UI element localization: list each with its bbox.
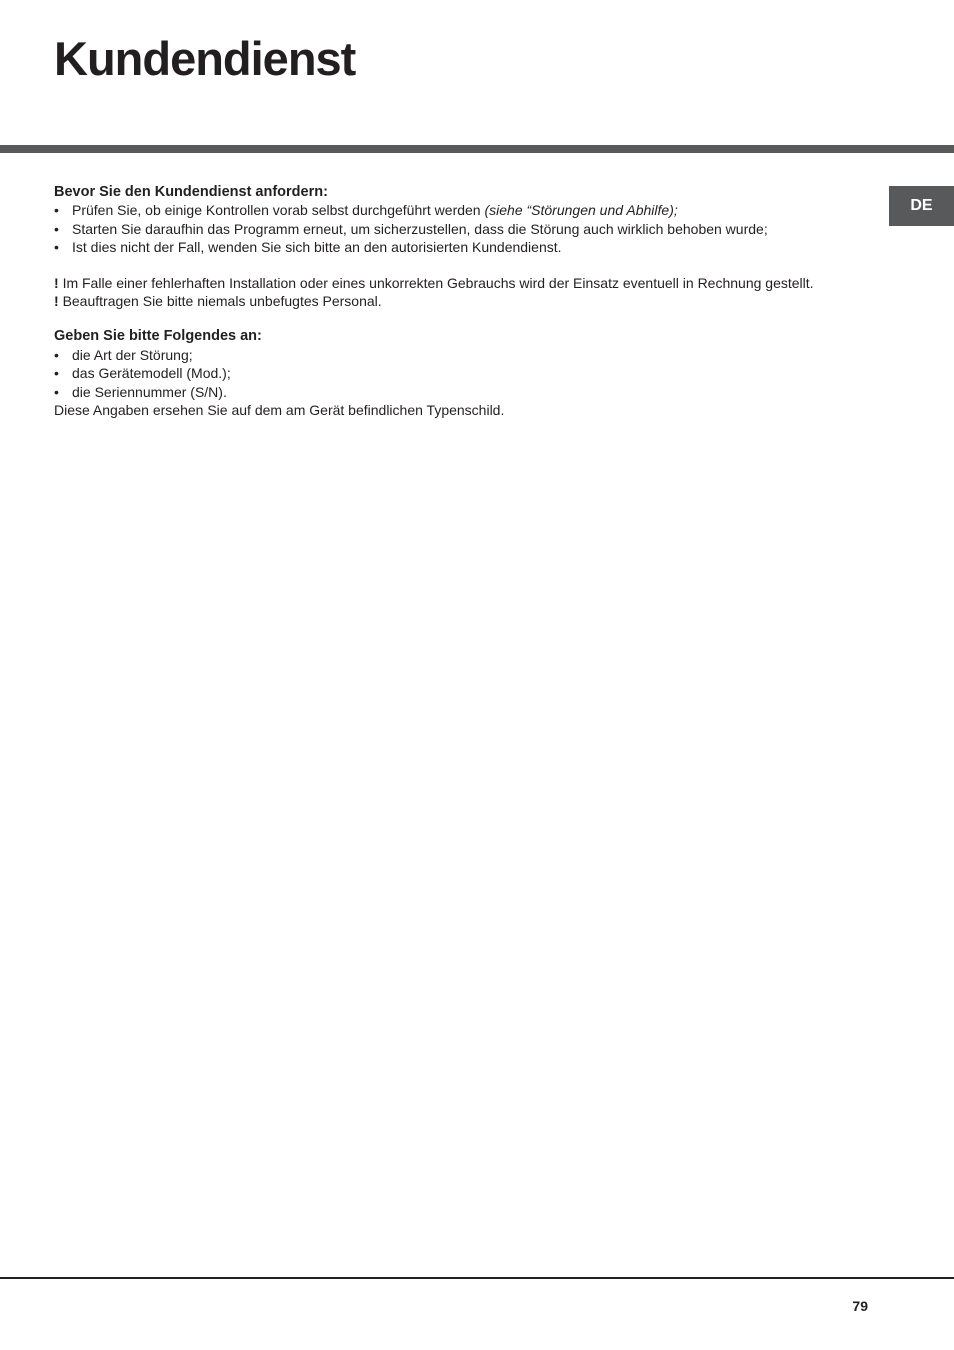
bullet-icon: • — [54, 365, 59, 382]
list-item — [54, 238, 864, 256]
list-item — [54, 364, 864, 382]
list-item — [54, 346, 864, 364]
warning-text: Im Falle einer fehlerhaften Installation oder eines unkorrekten Gebrauchs wird der Einsatz eventuell in Rechnung gestellt. — [62, 274, 814, 291]
footer-divider — [0, 1277, 954, 1279]
bullet-icon: • — [54, 220, 59, 237]
checklist-provide — [54, 346, 864, 401]
list-item-text: die Art der Störung; — [72, 346, 193, 363]
section-heading-provide: Geben Sie bitte Folgendes an: — [54, 328, 262, 345]
cross-reference: (siehe “Störungen und Abhilfe); — [484, 202, 678, 219]
exclamation-icon: ! — [54, 274, 59, 291]
warning-note — [54, 274, 864, 292]
list-item-text: das Gerätemodell (Mod.); — [72, 365, 231, 382]
warning-note — [54, 292, 864, 310]
list-item — [54, 201, 864, 219]
spacer — [54, 257, 864, 274]
list-item-text: Starten Sie daraufhin das Programm erneut, um sicherzustellen, dass die Störung auch wirklich behoben wurde; — [72, 220, 768, 237]
rating-plate-note: Diese Angaben ersehen Sie auf dem am Gerät befindlichen Typenschild. — [54, 402, 505, 419]
page-number: 79 — [852, 1298, 868, 1314]
list-item-text: die Seriennummer (S/N). — [72, 383, 227, 400]
list-item — [54, 383, 864, 401]
main-content — [54, 183, 864, 419]
bullet-icon: • — [54, 383, 59, 400]
warning-text: Beauftragen Sie bitte niemals unbefugtes Personal. — [62, 293, 382, 310]
language-tab: DE — [889, 186, 954, 226]
page-title: Kundendienst — [54, 32, 356, 85]
exclamation-icon: ! — [54, 293, 59, 310]
bullet-icon: • — [54, 202, 59, 219]
bullet-icon: • — [54, 346, 59, 363]
spacer — [54, 310, 864, 327]
list-item-text: Prüfen Sie, ob einige Kontrollen vorab selbst durchgeführt werden — [72, 202, 485, 219]
header-divider — [0, 145, 954, 153]
bullet-icon: • — [54, 239, 59, 256]
list-item-text: Ist dies nicht der Fall, wenden Sie sich bitte an den autorisierten Kundendienst. — [72, 239, 562, 256]
section-heading-before: Bevor Sie den Kundendienst anfordern: — [54, 184, 328, 200]
checklist-before — [54, 201, 864, 256]
list-item — [54, 220, 864, 238]
